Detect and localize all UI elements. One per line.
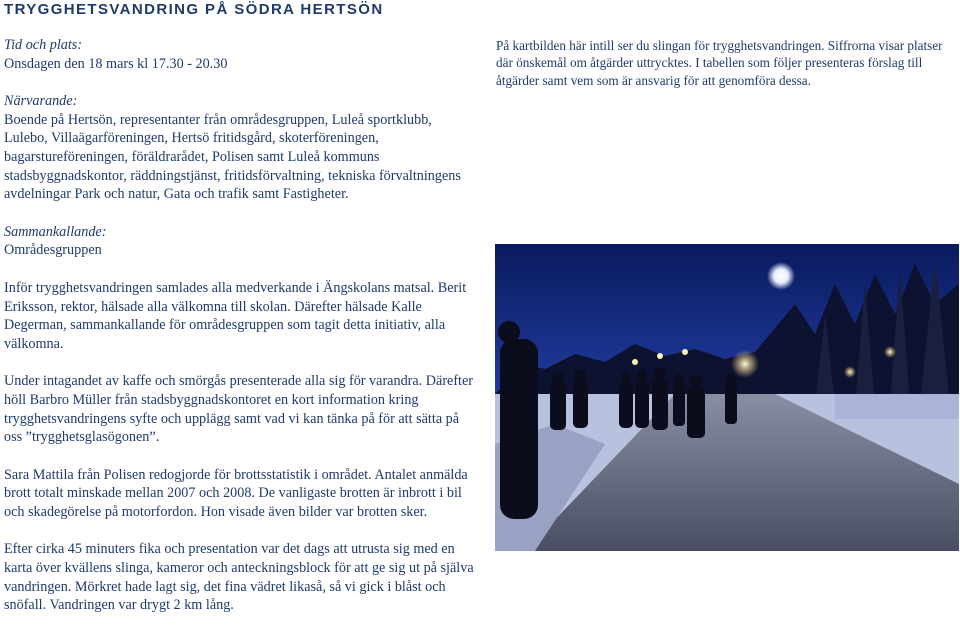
body-paragraph: Inför trygghetsvandringen samlades alla medverkande i Ängskolans matsal. Berit Eriksson, rektor, hälsade alla välkomna till skolan. Därefter hälsade Kalle Degerman, sammankallande för områdesgruppen som tagit detta initiativ, alla välkomna. — [4, 279, 467, 352]
street-lamp — [682, 349, 688, 355]
section-label: Sammankallande: — [4, 223, 107, 240]
section-label: Närvarande: — [4, 93, 78, 110]
map-description: På kartbilden här intill ser du slingan för trygghetsvandringen. Siffrorna visar platser där önskemål om åtgärder uttrycktes. I tabellen som följer presenteras förslag till åtgärder samt vem som är ansvarig för att genomföra dessa. — [496, 38, 943, 88]
body-paragraph: Under intagandet av kaffe och smörgås presenterade alla sig för varandra. Därefter höll Barbro Müller från stadsbyggnadskontoret en kort information kring trygghetsvandringens syfte och upplägg samt vad vi kan tänka på för att sätta på oss ”trygghetsglasögonen”. — [4, 373, 474, 446]
section-label: Tid och plats: — [4, 37, 83, 53]
photo-illustration — [495, 244, 959, 551]
street-lamp — [884, 346, 896, 358]
street-lamp — [844, 366, 856, 378]
body-paragraph: Sara Mattila från Polisen redogjorde för brottsstatistik i området. Antalet anmälda brott totalt minskade mellan 2007 och 2008. De vanligaste brotten är inbrott i bil och skadegörelse på motorfordon. Hon visade även bilder var brotten sker. — [4, 466, 468, 520]
section-attendees — [4, 92, 479, 204]
section-text: Onsdagen den 18 mars kl 17.30 - 20.30 — [4, 55, 228, 72]
street-lamp — [731, 350, 759, 378]
section-time-place — [4, 36, 479, 73]
night-walk-photo — [495, 244, 959, 551]
section-convener — [4, 223, 479, 260]
page-title: TRYGGHETSVANDRING PÅ SÖDRA HERTSÖN — [4, 1, 384, 18]
left-column — [4, 36, 479, 634]
street-lamp — [657, 353, 663, 359]
section-text: Boende på Hertsön, representanter från områdesgruppen, Luleå sportklubb, Lulebo, Villaägarföreningen, Hertsö fritidsgård, skoterföreningen, bagarstureföreningen, föräldrarådet, Polisen samt Luleå kommuns stadsbyggnadskontor, räddningstjänst, fritidsförvaltning, tekniska förvaltningens avdelningar Park och natur, Gata och trafik samt Fastigheter. — [4, 111, 461, 203]
section-text: Områdesgruppen — [4, 242, 102, 259]
body-paragraph: Efter cirka 45 minuters fika och presentation var det dags att utrusta sig med en karta över kvällens slinga, kameror och anteckningsblock för att ge sig ut på själva vandringen. Mörkret hade lagt sig, det fina vädret likaså, så vi gick i blåst och snöfall. Vandringen var drygt 2 km lång. — [4, 541, 474, 614]
moon — [767, 262, 795, 290]
snowbank-right — [835, 394, 959, 419]
street-lamp — [632, 359, 638, 365]
